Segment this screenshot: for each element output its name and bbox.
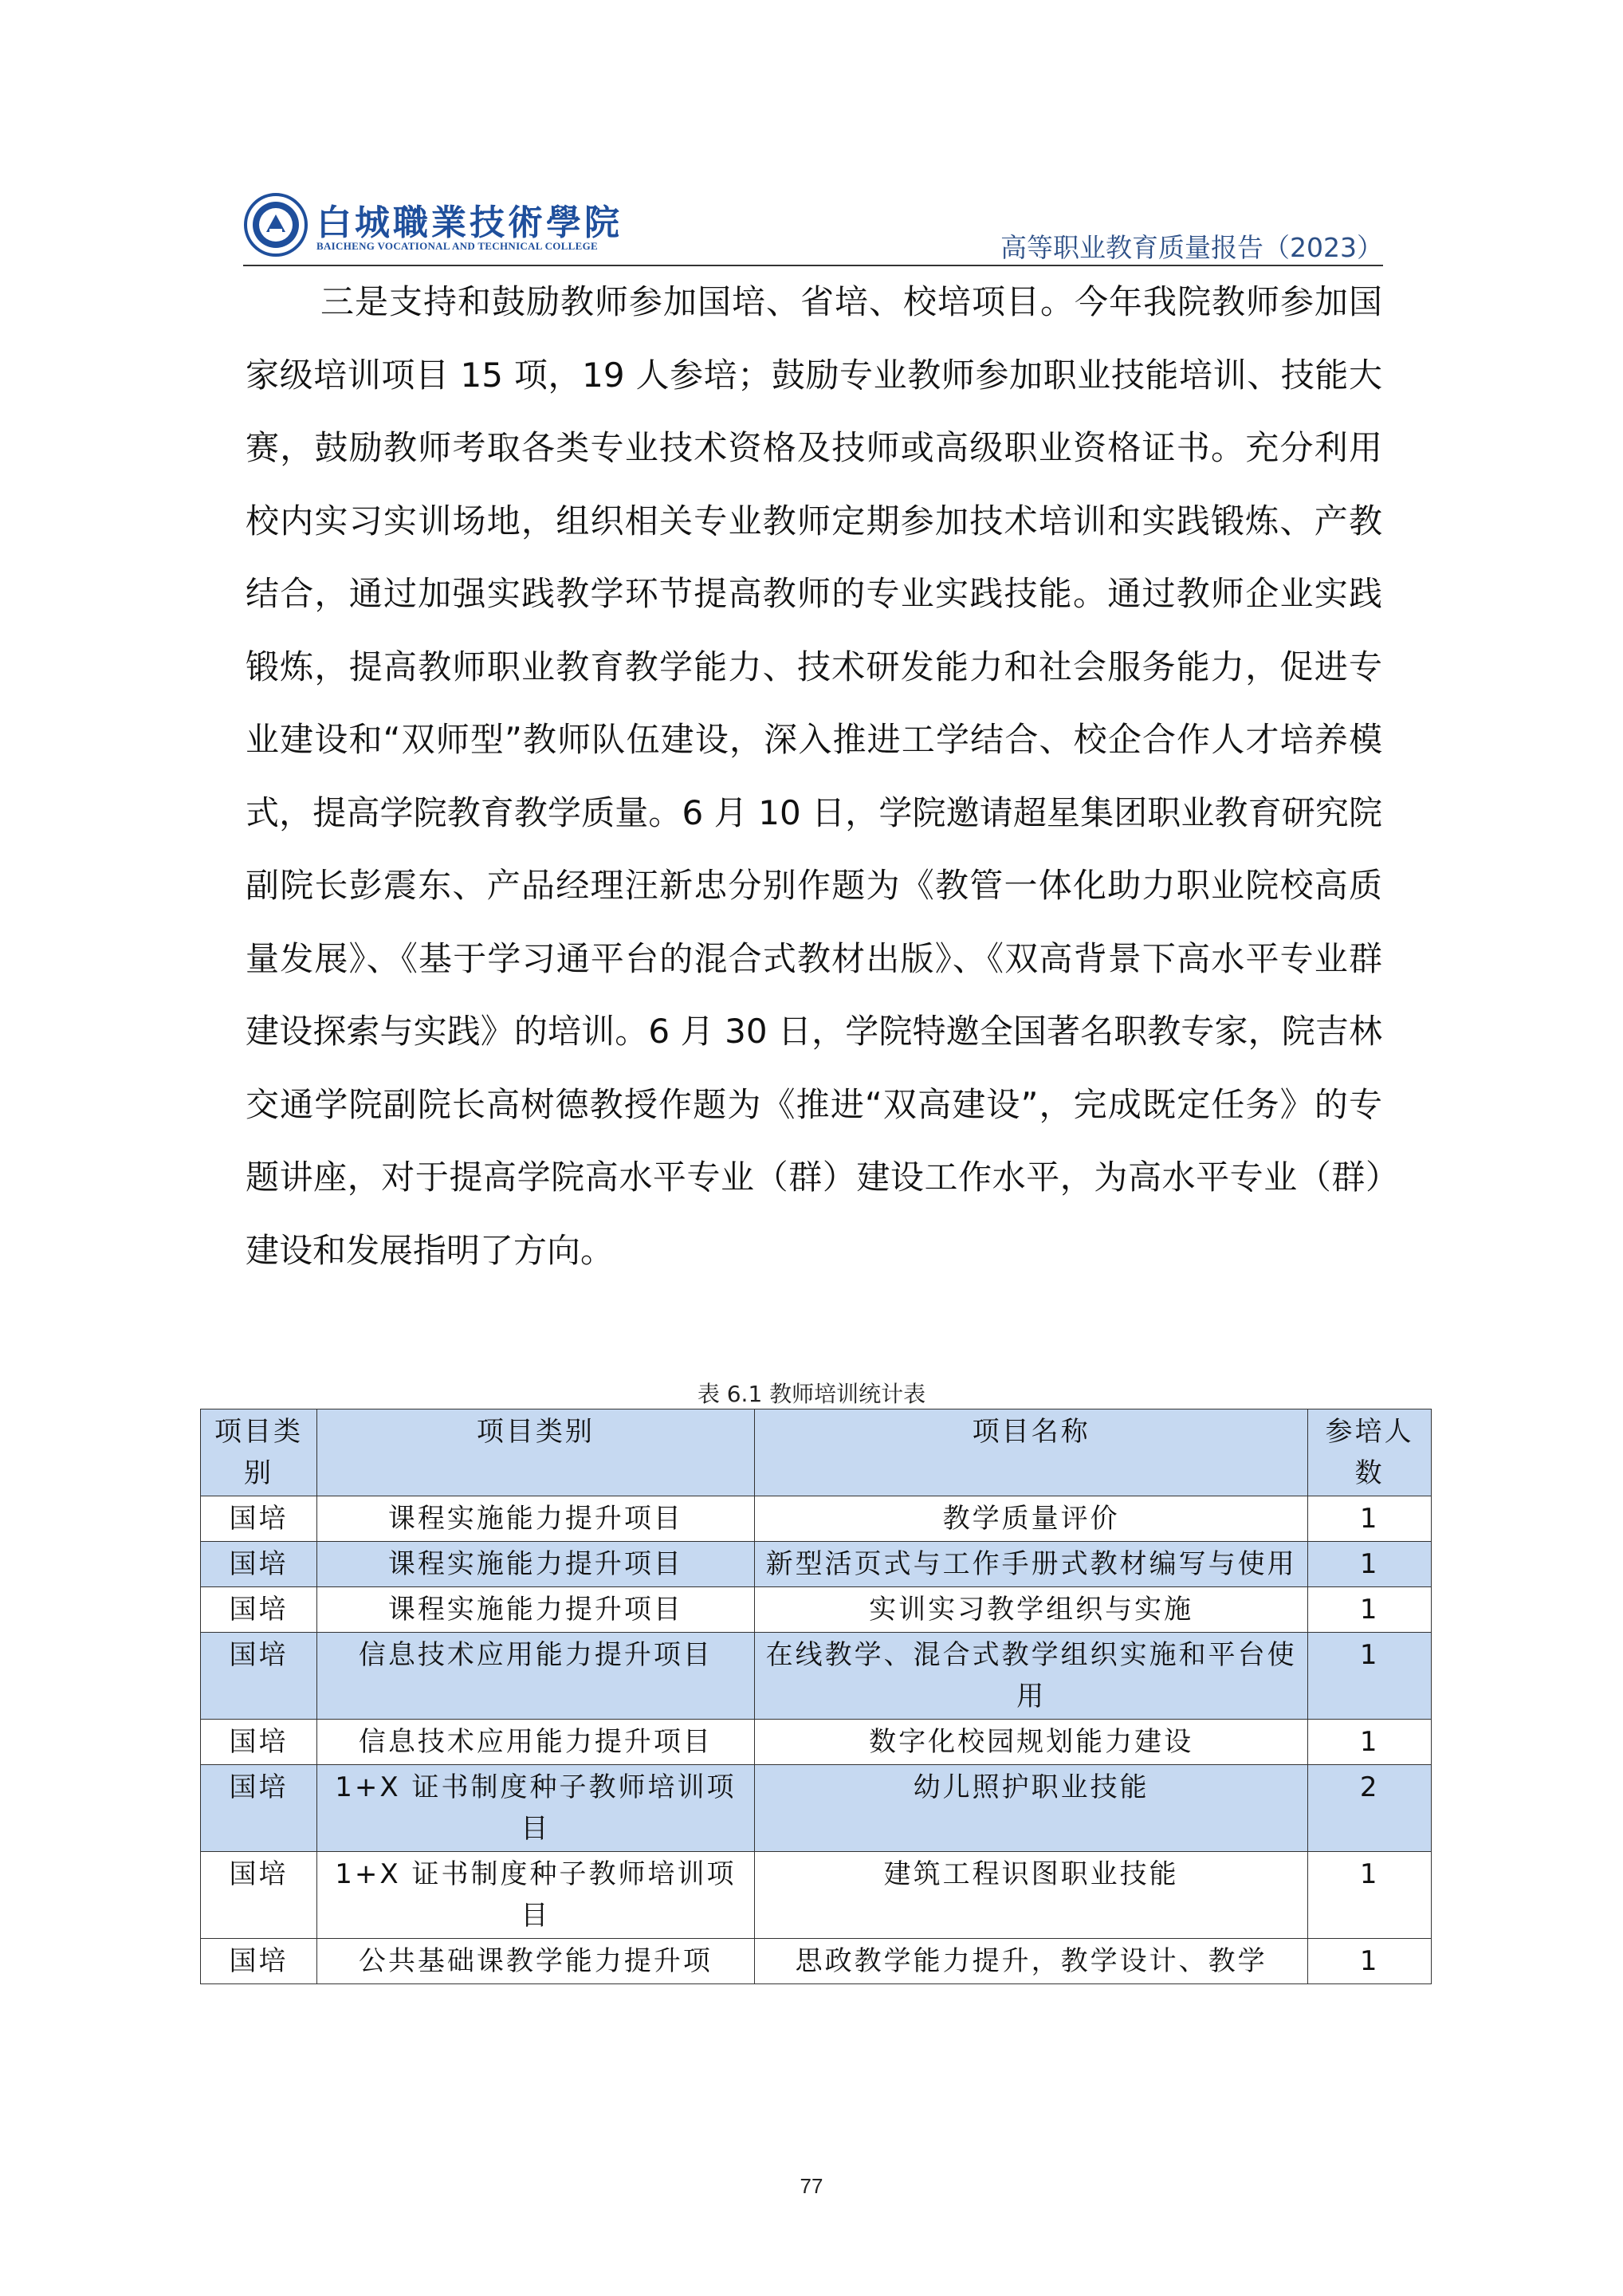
cell-category: 信息技术应用能力提升项目 [316,1720,754,1765]
cell-name: 实训实习教学组织与实施 [754,1587,1307,1633]
cell-name: 新型活页式与工作手册式教材编写与使用 [754,1542,1307,1587]
cell-name: 建筑工程识图职业技能 [754,1852,1307,1939]
college-emblem-icon [243,192,308,258]
table-row [201,1852,1432,1939]
cell-name: 数字化校园规划能力建设 [754,1720,1307,1765]
cell-category: 课程实施能力提升项目 [316,1587,754,1633]
page-number: 77 [800,2174,823,2198]
cell-type: 国培 [201,1542,317,1587]
logo-english-name: BAICHENG VOCATIONAL AND TECHNICAL COLLEGE [316,240,599,252]
cell-type: 国培 [201,1633,317,1720]
cell-name: 幼儿照护职业技能 [754,1765,1307,1852]
cell-count: 1 [1308,1633,1432,1720]
cell-count: 1 [1308,1720,1432,1765]
cell-count: 1 [1308,1939,1432,1984]
cell-type: 国培 [201,1852,317,1939]
cell-type: 国培 [201,1765,317,1852]
table-row [201,1720,1432,1765]
cell-count: 1 [1308,1587,1432,1633]
table-row [201,1496,1432,1542]
cell-type: 国培 [201,1496,317,1542]
cell-category: 信息技术应用能力提升项目 [316,1633,754,1720]
cell-count: 1 [1308,1496,1432,1542]
report-title: 高等职业教育质量报告（2023） [1000,232,1383,263]
cell-type: 国培 [201,1587,317,1633]
header-project-type: 项目类别 [201,1409,317,1496]
training-statistics-table [200,1409,1432,1984]
page-header [243,179,1383,269]
header-participant-count: 参培人数 [1308,1409,1432,1496]
cell-name: 在线教学、混合式教学组织实施和平台使用 [754,1633,1307,1720]
cell-category: 公共基础课教学能力提升项 [316,1939,754,1984]
cell-category: 1+X 证书制度种子教师培训项目 [316,1852,754,1939]
table-row [201,1542,1432,1587]
cell-type: 国培 [201,1720,317,1765]
cell-count: 1 [1308,1542,1432,1587]
cell-name: 教学质量评价 [754,1496,1307,1542]
table-row [201,1633,1432,1720]
body-paragraph: 三是支持和鼓励教师参加国培、省培、校培项目。今年我院教师参加国家级培训项目 15 项，19 人参培；鼓励专业教师参加职业技能培训、技能大赛，鼓励教师考取各类专业技术资格及技师或高级职业资格证书。充分利用校内实习实训场地，组织相关专业教师定期参加技术培训和实践锻炼、产教结合，通过加强实践教学环节提高教师的专业实践技能。通过教师企业实践锻炼，提高教师职业教育教学能力、技术研发能力和社会服务能力，促进专业建设和“双师型”教师队伍建设，深入推进工学结合、校企合作人才培养模式，提高学院教育教学质量。6 月 10 日，学院邀请超星集团职业教育研究院副院长彭震东、产品经理汪新忠分别作题为《教管一体化助力职业院校高质量发展》、《基于学习通平台的混合式教材出版》、《双高背景下高水平专业群建设探索与实践》的培训。6 月 30 日，学院特邀全国著名职教专家，院吉林交通学院副院长高树德教授作题为《推进“双高建设”，完成既定任务》的专题讲座，对于提高学院高水平专业（群）建设工作水平，为高水平专业（群）建设和发展指明了方向。 [246,282,1382,1270]
cell-name: 思政教学能力提升，教学设计、教学 [754,1939,1307,1984]
cell-count: 2 [1308,1765,1432,1852]
table-header-row [201,1409,1432,1496]
cell-type: 国培 [201,1939,317,1984]
table-caption: 表 6.1 教师培训统计表 [697,1381,926,1407]
cell-category: 课程实施能力提升项目 [316,1496,754,1542]
cell-count: 1 [1308,1852,1432,1939]
cell-category: 1+X 证书制度种子教师培训项目 [316,1765,754,1852]
table-row [201,1939,1432,1984]
college-logo [243,192,623,264]
cell-category: 课程实施能力提升项目 [316,1542,754,1587]
header-project-name: 项目名称 [754,1409,1307,1496]
logo-chinese-name: 白城職業技術學院 [316,202,623,243]
header-project-category: 项目类别 [316,1409,754,1496]
table-row [201,1587,1432,1633]
table-row [201,1765,1432,1852]
